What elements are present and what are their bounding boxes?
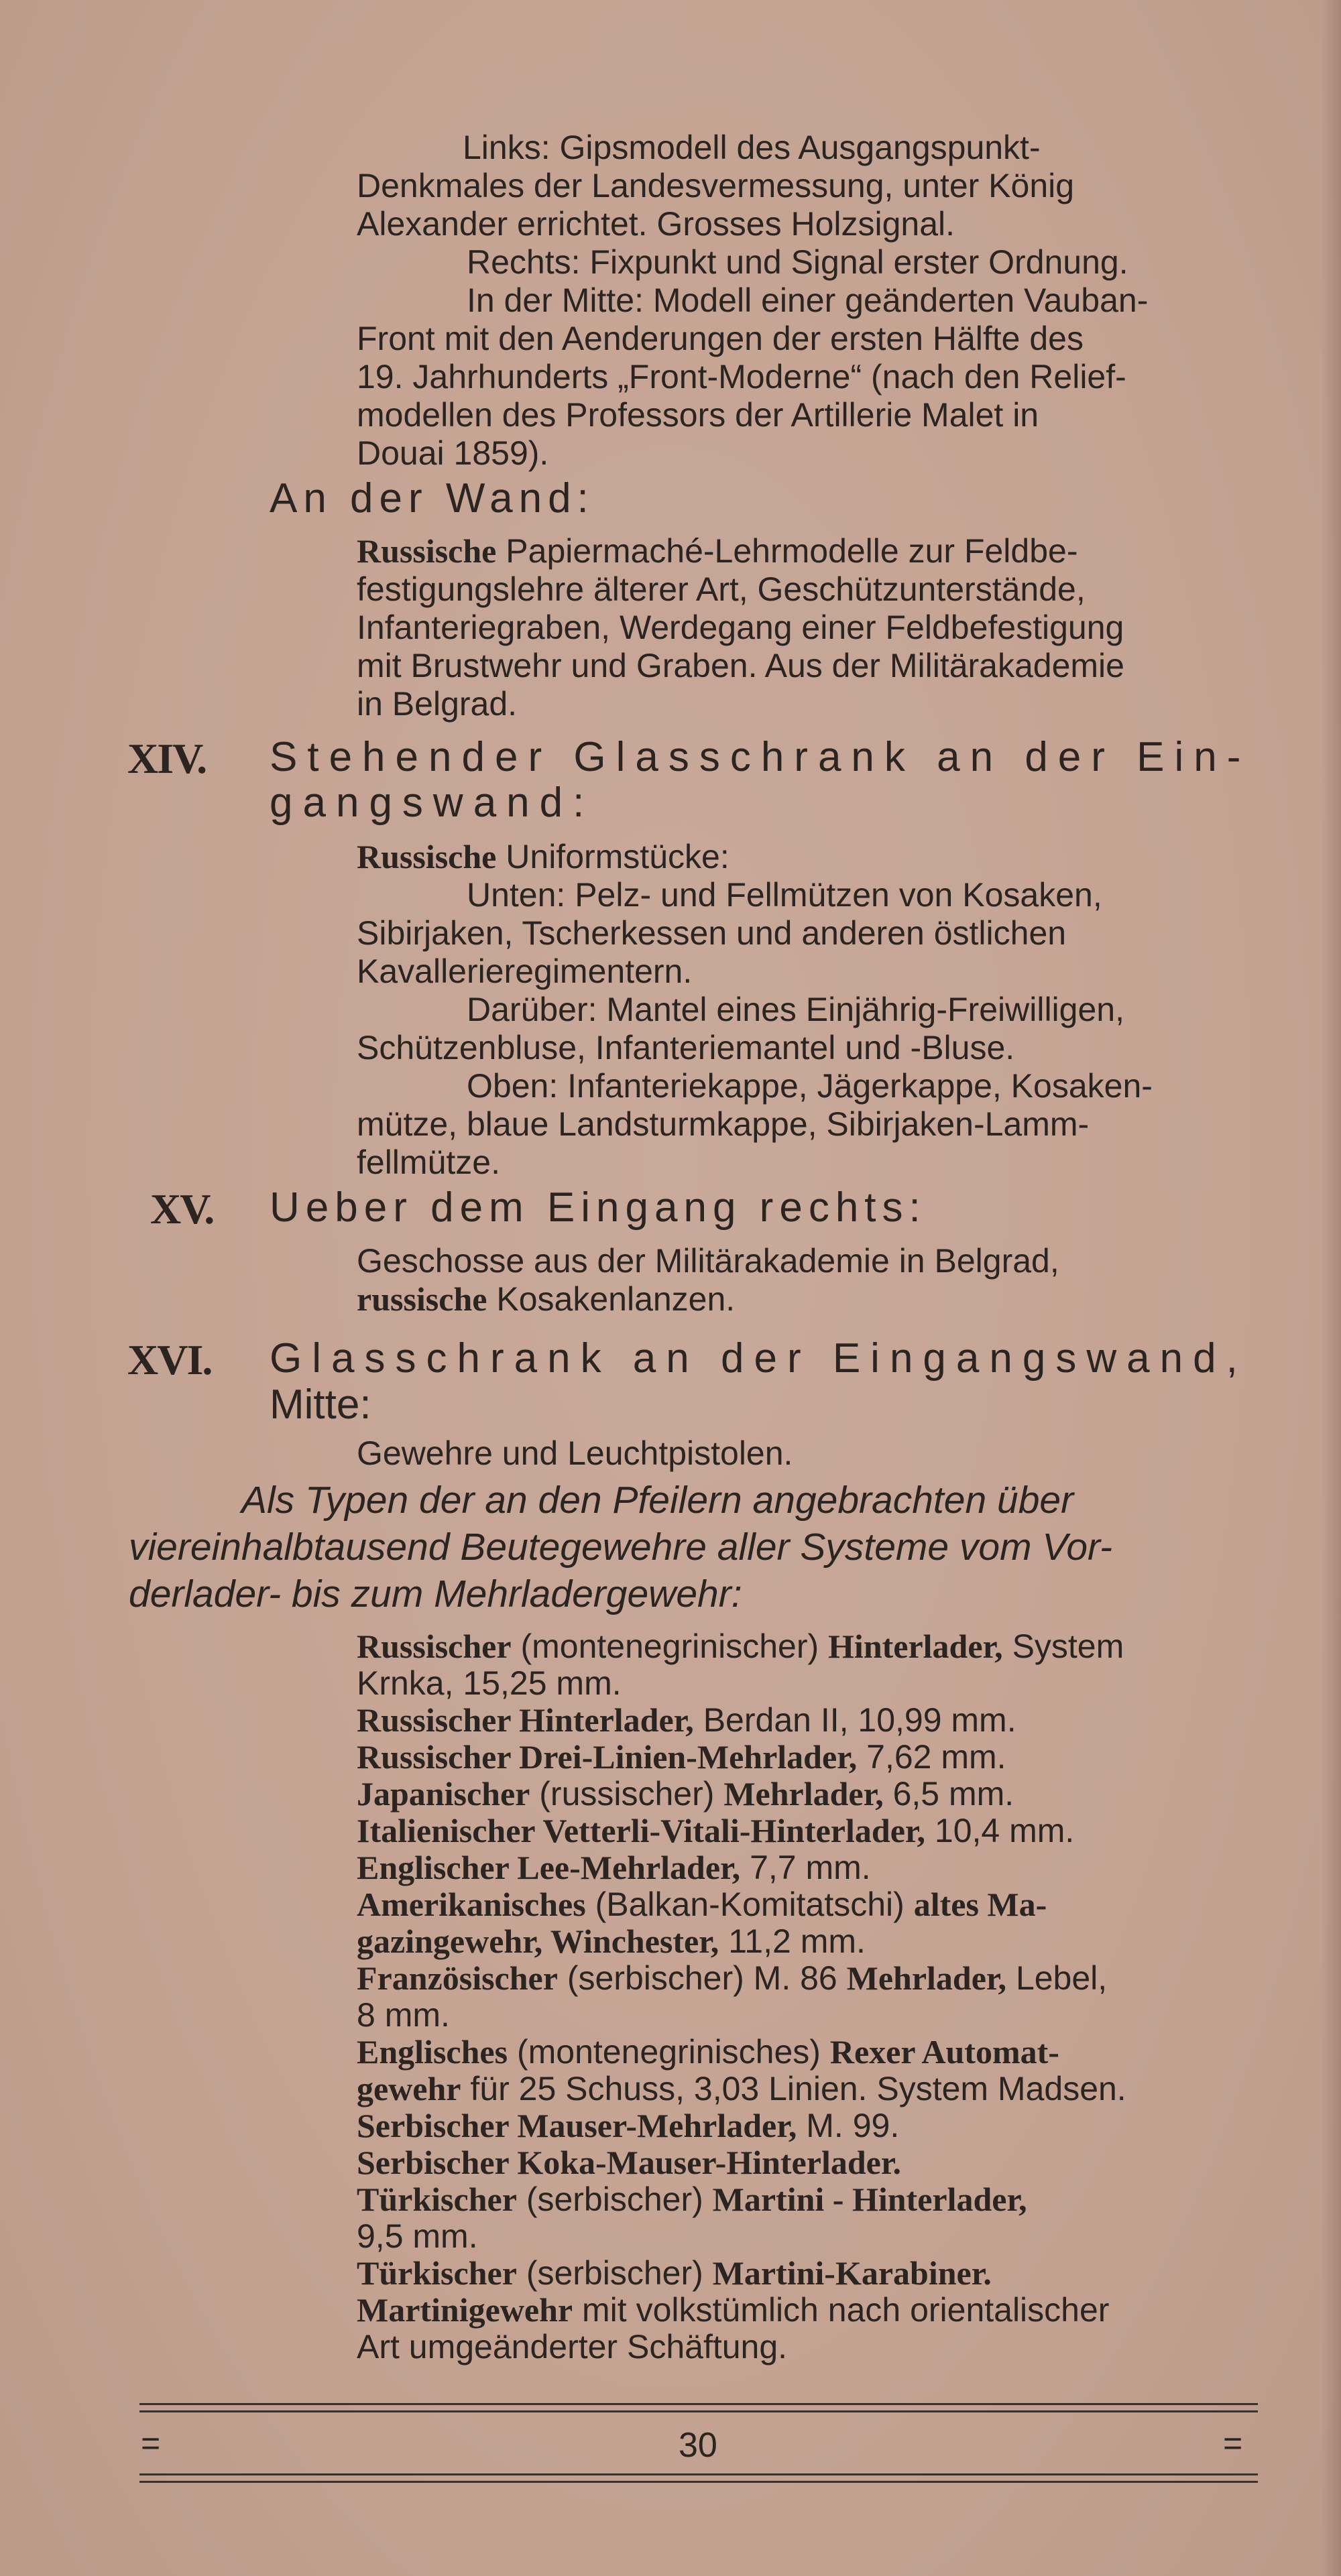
section-heading: An der Wand: (270, 475, 595, 522)
text-line: Front mit den Aenderungen der ersten Hälfte des (357, 320, 1084, 357)
section-heading: gangswand: (270, 780, 595, 826)
text-line: 9,5 mm. (357, 2217, 478, 2255)
text-line: Amerikanisches (Balkan-Komitatschi) altes Ma- (357, 1886, 1047, 1923)
rule (139, 2403, 1258, 2405)
section-heading: Ueber dem Eingang rechts: (270, 1184, 927, 1231)
text-line: in Belgrad. (357, 685, 518, 723)
text-line: In der Mitte: Modell einer geänderten Vauban- (467, 282, 1149, 319)
text-line: Denkmales der Landesvermessung, unter König (357, 167, 1075, 204)
text-line: Türkischer (serbischer) Martini-Karabiner. (357, 2254, 992, 2292)
text-line: Französischer (serbischer) M. 86 Mehrlader, Lebel, (357, 1959, 1108, 1997)
section-number: XVI. (127, 1336, 212, 1384)
text-line: Russische Papiermaché-Lehrmodelle zur Feldbe- (357, 532, 1078, 570)
text-line: Kavallerieregimentern. (357, 953, 693, 990)
ornament: = (1223, 2425, 1243, 2462)
rule (139, 2473, 1258, 2475)
italic-line: Als Typen der an den Pfeilern angebrachten über (241, 1479, 1074, 1522)
text-line: Englischer Lee-Mehrlader, 7,7 mm. (357, 1849, 871, 1886)
text-line: Oben: Infanteriekappe, Jägerkappe, Kosaken- (467, 1067, 1153, 1105)
text-line: Japanischer (russischer) Mehrlader, 6,5 mm. (357, 1775, 1014, 1813)
text-line: Krnka, 15,25 mm. (357, 1664, 622, 1702)
text-line: Geschosse aus der Militärakademie in Belgrad, (357, 1242, 1059, 1280)
text-line: Italienischer Vetterli-Vitali-Hinterlader, 10,4 mm. (357, 1812, 1075, 1849)
page-number: 30 (679, 2426, 717, 2465)
section-number: XV. (150, 1185, 214, 1233)
text-line: Russischer Drei-Linien-Mehrlader, 7,62 mm. (357, 1738, 1006, 1776)
text-line: gewehr für 25 Schuss, 3,03 Linien. System Madsen. (357, 2070, 1126, 2107)
text-line: 8 mm. (357, 1996, 450, 2034)
text-line: Englisches (montenegrinisches) Rexer Automat- (357, 2033, 1059, 2071)
text-line: Darüber: Mantel eines Einjährig-Freiwilligen, (467, 991, 1124, 1028)
section-heading: Mitte: (270, 1382, 371, 1428)
text-line: Russische Uniformstücke: (357, 838, 730, 875)
text-line: Unten: Pelz- und Fellmützen von Kosaken, (467, 876, 1102, 914)
text-line: Douai 1859). (357, 434, 549, 472)
italic-line: viereinhalbtausend Beutegewehre aller Systeme vom Vor- (129, 1526, 1112, 1569)
text-line: Schützenbluse, Infanteriemantel und -Bluse. (357, 1029, 1015, 1066)
text-line: Martinigewehr mit volkstümlich nach orientalischer (357, 2291, 1110, 2329)
text-line: fellmütze. (357, 1144, 500, 1181)
section-number: XIV. (127, 735, 207, 782)
text-line: russische Kosakenlanzen. (357, 1280, 736, 1318)
section-heading: Glasschrank an der Eingangswand, (270, 1335, 1248, 1382)
ornament: = (141, 2425, 161, 2462)
text-line: Russischer Hinterlader, Berdan II, 10,99 mm. (357, 1701, 1016, 1739)
text-line: Serbischer Koka-Mauser-Hinterlader. (357, 2144, 901, 2181)
text-line: Art umgeänderter Schäftung. (357, 2328, 788, 2366)
text-line: Sibirjaken, Tscherkessen und anderen östlichen (357, 914, 1067, 952)
text-line: Russischer (montenegrinischer) Hinterlader, System (357, 1628, 1124, 1665)
section-heading: Stehender Glasschrank an der Ein- (270, 734, 1251, 780)
text-line: Türkischer (serbischer) Martini - Hinterlader, (357, 2181, 1027, 2218)
text-line: mütze, blaue Landsturmkappe, Sibirjaken-Lamm- (357, 1105, 1090, 1143)
text-line: Links: Gipsmodell des Ausgangspunkt- (463, 129, 1041, 166)
text-line: gazingewehr, Winchester, 11,2 mm. (357, 1922, 866, 1960)
page-edge-shadow (1321, 0, 1341, 2576)
text-line: 19. Jahrhunderts „Front-Moderne“ (nach den Relief- (357, 358, 1126, 395)
text-line: Rechts: Fixpunkt und Signal erster Ordnung. (467, 243, 1128, 281)
rule (139, 2481, 1258, 2483)
text-line: modellen des Professors der Artillerie Malet in (357, 396, 1039, 434)
text-line: Infanteriegraben, Werdegang einer Feldbefestigung (357, 609, 1124, 646)
text-line: Gewehre und Leuchtpistolen. (357, 1434, 793, 1472)
text-line: Alexander errichtet. Grosses Holzsignal. (357, 205, 955, 243)
text-line: Serbischer Mauser-Mehrlader, M. 99. (357, 2107, 900, 2144)
italic-line: derlader- bis zum Mehrladergewehr: (129, 1573, 742, 1615)
text-line: festigungslehre älterer Art, Geschützunterstände, (357, 570, 1086, 608)
text-line: mit Brustwehr und Graben. Aus der Militärakademie (357, 647, 1124, 684)
rule (139, 2410, 1258, 2412)
